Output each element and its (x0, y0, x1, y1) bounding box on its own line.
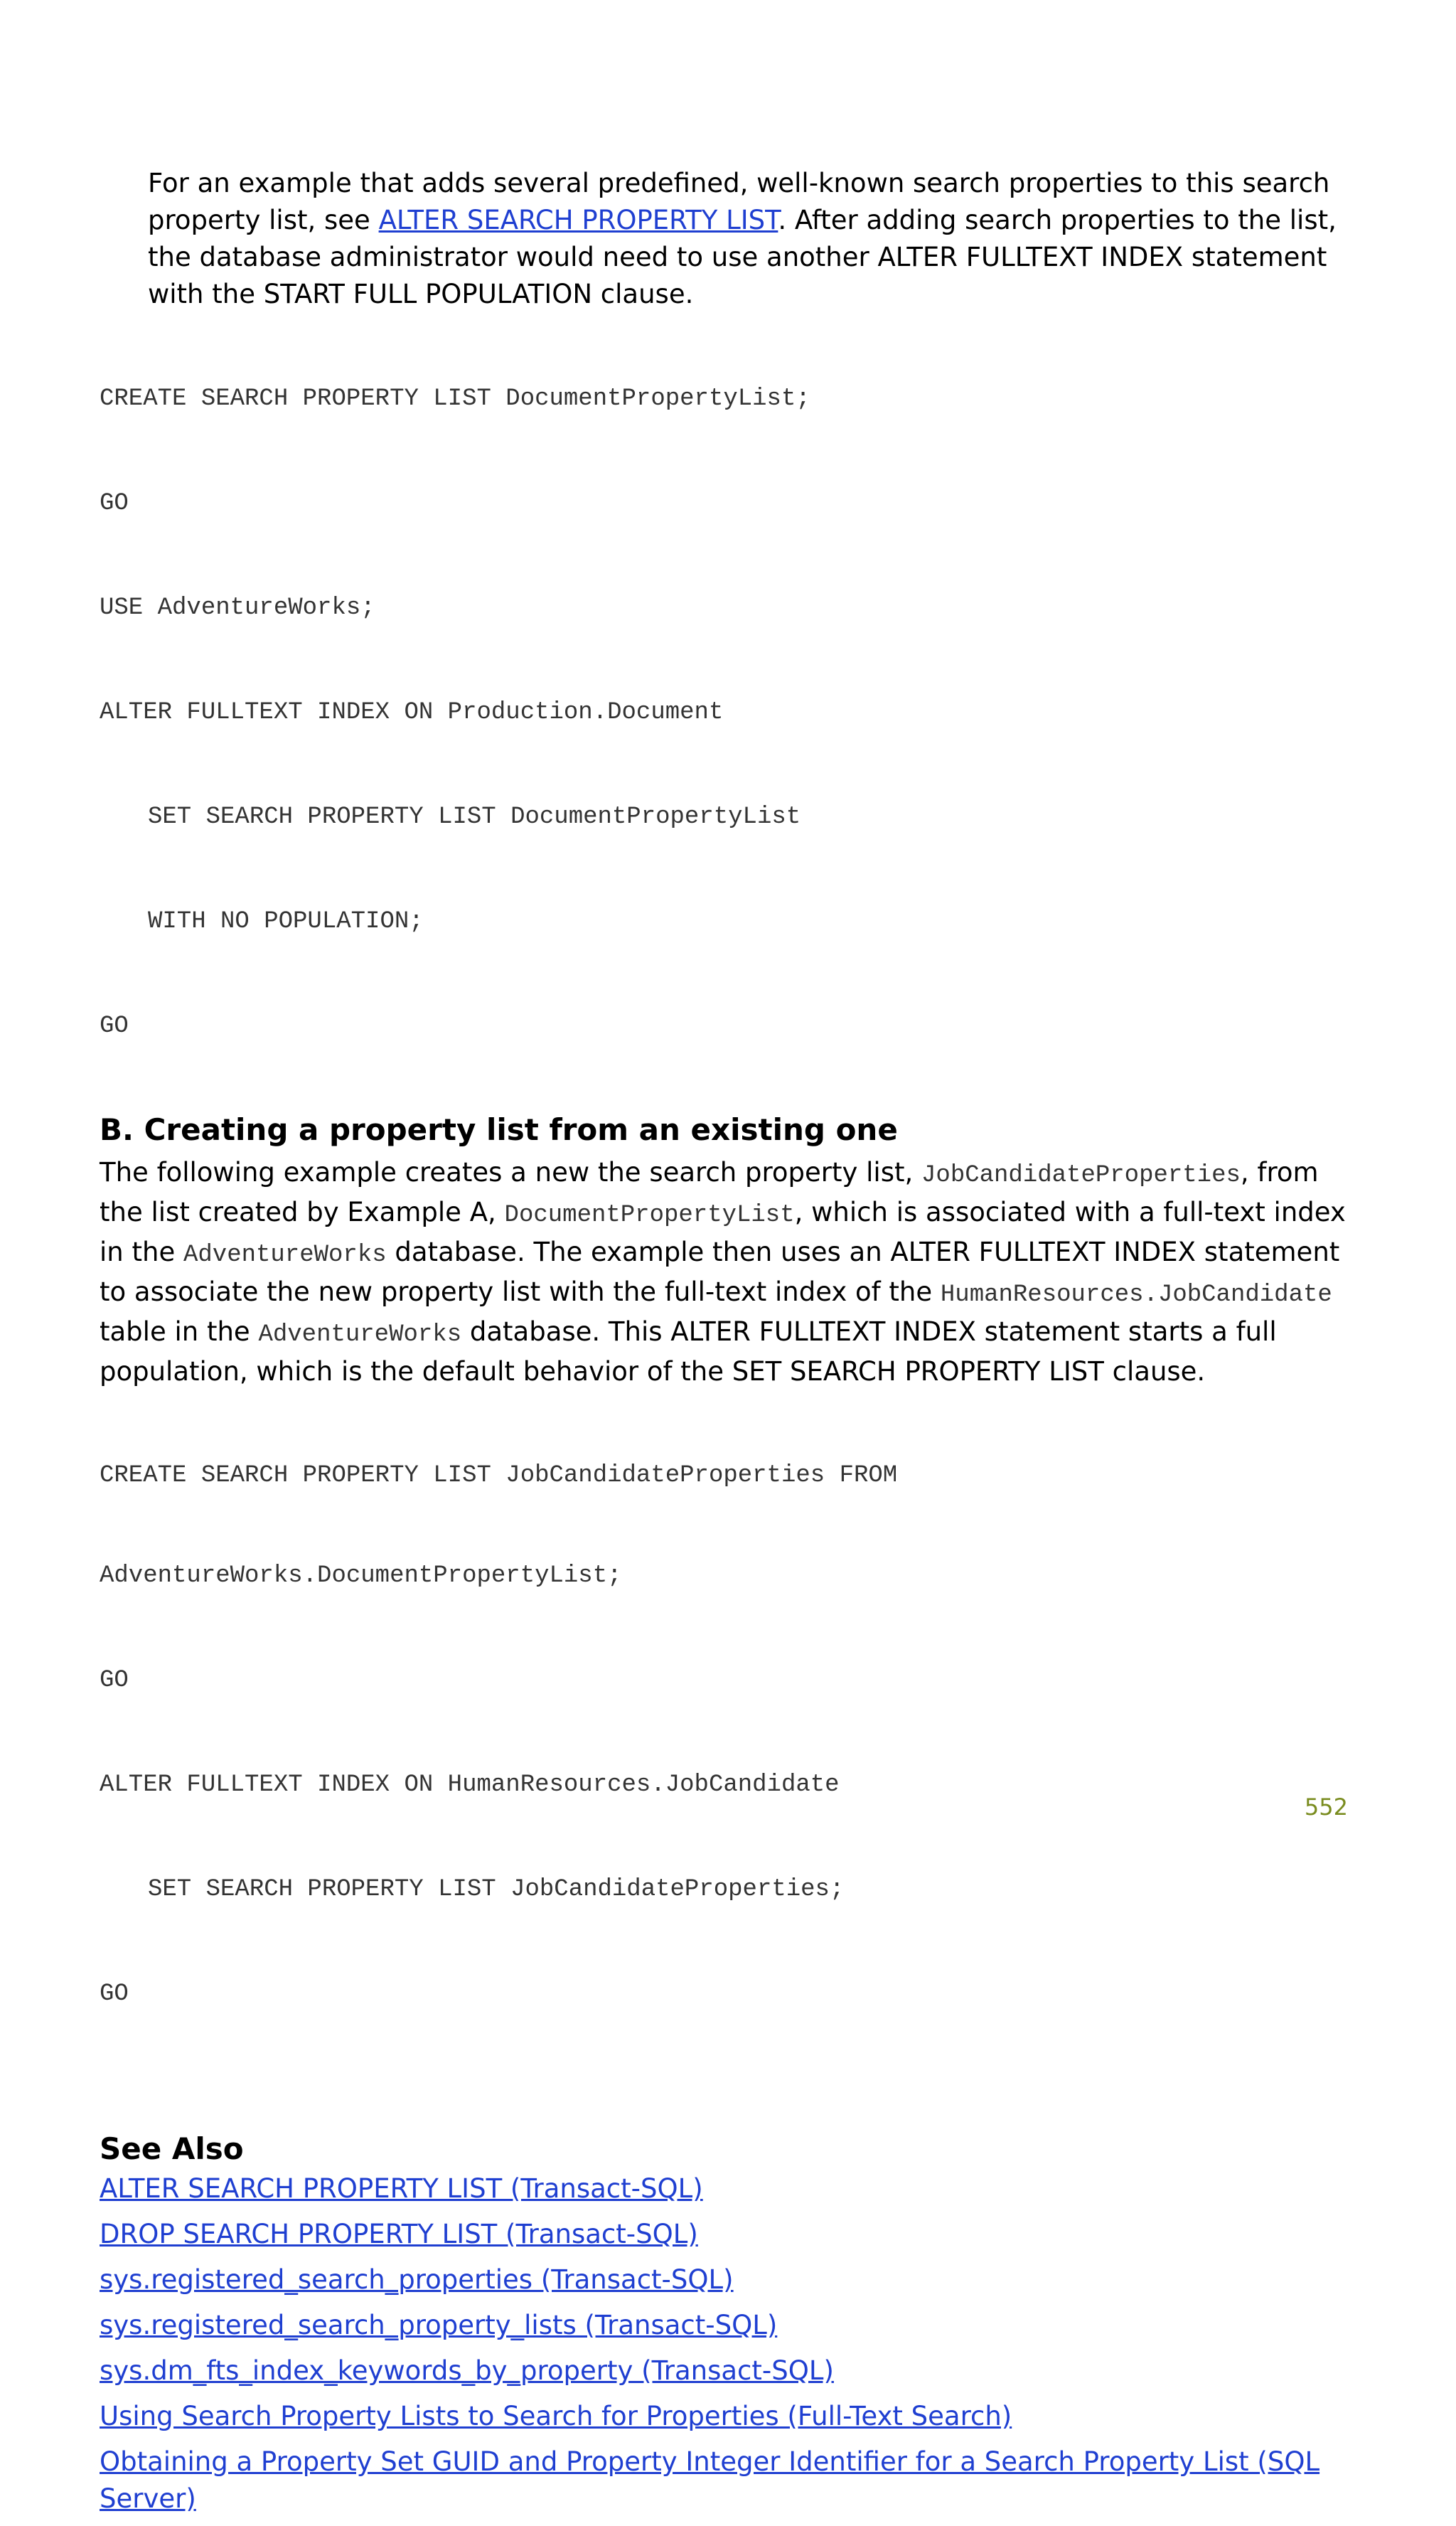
code-line: GO (100, 490, 129, 517)
see-also-link-obtaining-guid[interactable]: Obtaining a Property Set GUID and Property Integer Identifier for a Search Property List (SQL Server) (100, 2446, 1320, 2514)
see-also-item (100, 2216, 1358, 2253)
inline-code-adventureworks: AdventureWorks (258, 1321, 462, 1348)
see-also-heading: See Also (100, 2131, 244, 2166)
section-b-text: , which is associated with a full-text index in the (100, 1197, 1346, 1267)
see-also-item (100, 2307, 1358, 2344)
intro-text-before-link: For an example that adds several predefined, well-known search properties to this search property list, see (148, 168, 1330, 235)
code-line: SET SEARCH PROPERTY LIST JobCandidateProperties; (148, 1876, 845, 1903)
code-block-a (100, 319, 1358, 1107)
inline-code-job-candidate-table: HumanResources.JobCandidate (940, 1281, 1332, 1309)
page-number: 552 (1304, 1794, 1348, 1821)
section-b-text: database. This ALTER FULLTEXT INDEX statement starts a full population, which is the default behavior of the SET SEARCH PROPERTY LIST clause. (100, 1316, 1277, 1387)
intro-paragraph (148, 165, 1358, 313)
intro-text-after-link: . After adding search properties to the list, the database administrator would need to use another ALTER FULLTEXT INDEX statement with the START FULL POPULATION clause. (148, 205, 1337, 309)
inline-code-adventureworks: AdventureWorks (183, 1242, 387, 1269)
see-also-link-drop[interactable]: DROP SEARCH PROPERTY LIST (Transact-SQL) (100, 2219, 698, 2249)
code-line: GO (100, 1667, 129, 1694)
code-line: WITH NO POPULATION; (148, 908, 424, 935)
code-line: USE AdventureWorks; (100, 595, 375, 622)
code-line: AdventureWorks.DocumentPropertyList; (100, 1562, 622, 1589)
see-also-item (100, 2352, 1358, 2389)
see-also-link-registered-lists[interactable]: sys.registered_search_property_lists (Transact-SQL) (100, 2310, 778, 2340)
see-also-link-dm-fts-keywords[interactable]: sys.dm_fts_index_keywords_by_property (Transact-SQL) (100, 2355, 834, 2386)
see-also-item (100, 2261, 1358, 2298)
code-line: CREATE SEARCH PROPERTY LIST DocumentPropertyList; (100, 385, 810, 412)
alter-search-property-list-link[interactable]: ALTER SEARCH PROPERTY LIST (378, 205, 778, 235)
see-also-item (100, 2170, 1358, 2207)
section-b-heading: B. Creating a property list from an existing one (100, 1112, 898, 1147)
section-b-text: database. The example then uses an ALTER FULLTEXT INDEX statement to associate the new property list with the full-text index of the (100, 1237, 1340, 1307)
document-page (100, 165, 1358, 2526)
section-b-text: , from the list created by Example A, (100, 1157, 1319, 1227)
section-b-paragraph (100, 1154, 1358, 1390)
section-b-text: table in the (100, 1316, 259, 1347)
code-line: SET SEARCH PROPERTY LIST DocumentPropertyList (148, 804, 801, 831)
code-line: CREATE SEARCH PROPERTY LIST JobCandidateProperties FROM (100, 1462, 898, 1489)
see-also-item (100, 2444, 1358, 2517)
code-line: ALTER FULLTEXT INDEX ON Production.Document (100, 699, 724, 726)
see-also-link-registered-properties[interactable]: sys.registered_search_properties (Transact-SQL) (100, 2264, 734, 2295)
see-also-link-using-lists[interactable]: Using Search Property Lists to Search for Properties (Full-Text Search) (100, 2401, 1012, 2431)
section-b-text: The following example creates a new the search property list, (100, 1157, 922, 1188)
code-line: ALTER FULLTEXT INDEX ON HumanResources.JobCandidate (100, 1771, 840, 1798)
inline-code-document-property-list: DocumentPropertyList (504, 1202, 795, 1229)
see-also-list (100, 2170, 1358, 2517)
code-line: GO (100, 1013, 129, 1040)
see-also-link-alter[interactable]: ALTER SEARCH PROPERTY LIST (Transact-SQL) (100, 2173, 703, 2204)
code-line: GO (100, 1981, 129, 2008)
code-block-b (100, 1399, 1358, 2075)
inline-code-job-candidate-properties: JobCandidateProperties (921, 1162, 1241, 1189)
see-also-item (100, 2398, 1358, 2435)
